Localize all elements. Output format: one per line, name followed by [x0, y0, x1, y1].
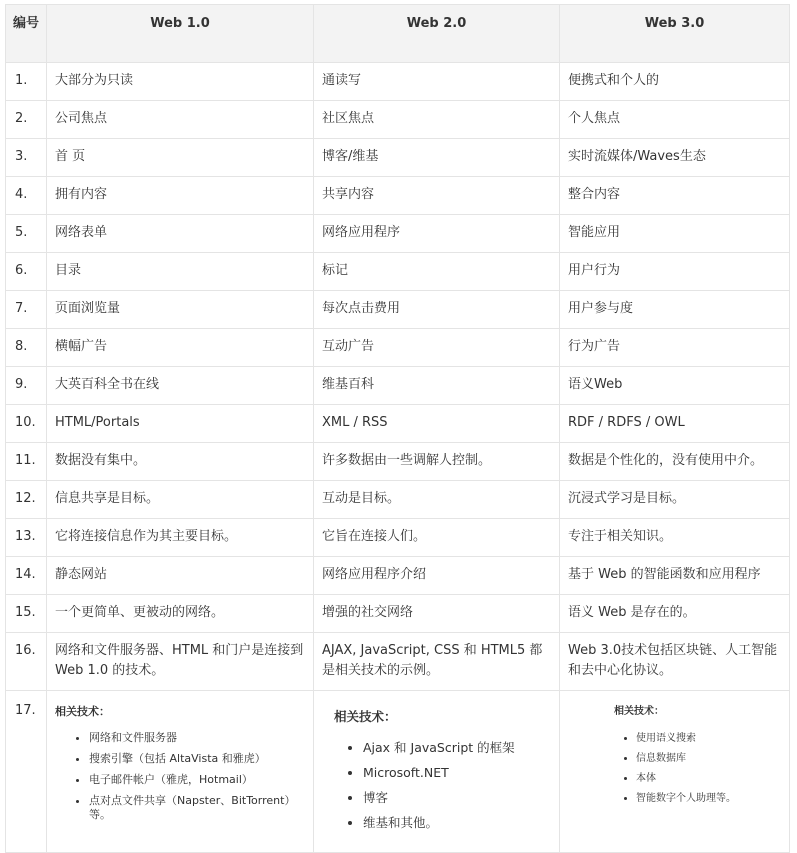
web1-cell: 数据没有集中。 [47, 443, 314, 481]
web3-tech-box [568, 705, 781, 805]
row-number: 3. [6, 139, 47, 177]
table-row [6, 595, 790, 633]
row-number: 9. [6, 367, 47, 405]
table-row [6, 481, 790, 519]
web1-tech-list [55, 731, 305, 822]
web2-cell: 每次点击费用 [314, 291, 560, 329]
web1-tech-box [55, 705, 305, 822]
table-row [6, 557, 790, 595]
table-row [6, 519, 790, 557]
row-number: 2. [6, 101, 47, 139]
list-item: • 网络和文件服务器 [89, 731, 305, 745]
table-row [6, 291, 790, 329]
web2-cell: 社区焦点 [314, 101, 560, 139]
row-number: 5. [6, 215, 47, 253]
web2-cell: 互动是目标。 [314, 481, 560, 519]
web1-cell: 网络表单 [47, 215, 314, 253]
header-web3: Web 3.0 [560, 5, 790, 63]
list-item: • 点对点文件共享（Napster、BitTorrent）等。 [89, 794, 305, 822]
web3-related-tech [560, 691, 790, 853]
web3-tech-title: 相关技术： [614, 706, 664, 717]
row-number: 8. [6, 329, 47, 367]
web2-related-tech [314, 691, 560, 853]
web1-related-tech [47, 691, 314, 853]
header-row [6, 5, 790, 63]
web2-tech-list [322, 740, 551, 831]
web1-cell: HTML/Portals [47, 405, 314, 443]
list-item: • 智能数字个人助理等。 [636, 792, 781, 805]
web3-cell: 整合内容 [560, 177, 790, 215]
web2-cell: 它旨在连接人们。 [314, 519, 560, 557]
list-item: • 信息数据库 [636, 752, 781, 765]
web3-cell: 语义 Web 是存在的。 [560, 595, 790, 633]
web2-cell: 许多数据由一些调解人控制。 [314, 443, 560, 481]
list-item: • 博客 [363, 790, 551, 806]
table-row [6, 405, 790, 443]
web1-cell: 大英百科全书在线 [47, 367, 314, 405]
table-row [6, 329, 790, 367]
web1-cell: 大部分为只读 [47, 63, 314, 101]
web2-cell: 互动广告 [314, 329, 560, 367]
row-number: 14. [6, 557, 47, 595]
web3-tech-list [568, 732, 781, 805]
row-number: 13. [6, 519, 47, 557]
web2-cell: 网络应用程序 [314, 215, 560, 253]
row-number: 1. [6, 63, 47, 101]
table-row [6, 63, 790, 101]
header-web2: Web 2.0 [314, 5, 560, 63]
list-item: • 搜索引擎（包括 AltaVista 和雅虎） [89, 752, 305, 766]
web3-cell: 专注于相关知识。 [560, 519, 790, 557]
header-web1: Web 1.0 [47, 5, 314, 63]
table-row [6, 215, 790, 253]
row-number: 16. [6, 633, 47, 691]
web3-cell: Web 3.0技术包括区块链、人工智能和去中心化协议。 [560, 633, 790, 691]
row-number: 11. [6, 443, 47, 481]
web1-cell: 首 页 [47, 139, 314, 177]
web3-cell: 用户行为 [560, 253, 790, 291]
web3-cell: 用户参与度 [560, 291, 790, 329]
web2-cell: 共享内容 [314, 177, 560, 215]
web1-cell: 它将连接信息作为其主要目标。 [47, 519, 314, 557]
web2-cell: 通读写 [314, 63, 560, 101]
web3-cell: 实时流媒体/Waves生态 [560, 139, 790, 177]
web3-cell: 基于 Web 的智能函数和应用程序 [560, 557, 790, 595]
web3-cell: 便携式和个人的 [560, 63, 790, 101]
web2-tech-title: 相关技术： [334, 709, 397, 724]
list-item: • Ajax 和 JavaScript 的框架 [363, 740, 551, 756]
web-comparison-table [5, 4, 790, 853]
table-row [6, 443, 790, 481]
table-row [6, 633, 790, 691]
web2-cell: 标记 [314, 253, 560, 291]
table-row [6, 367, 790, 405]
table-row [6, 253, 790, 291]
row-number: 4. [6, 177, 47, 215]
list-item: • 本体 [636, 772, 781, 785]
row-number: 15. [6, 595, 47, 633]
web1-cell: 静态网站 [47, 557, 314, 595]
web1-cell: 一个更简单、更被动的网络。 [47, 595, 314, 633]
web3-cell: 语义Web [560, 367, 790, 405]
web3-cell: RDF / RDFS / OWL [560, 405, 790, 443]
web3-cell: 沉浸式学习是目标。 [560, 481, 790, 519]
table-row [6, 101, 790, 139]
web2-cell: 网络应用程序介绍 [314, 557, 560, 595]
table-row-related-tech [6, 691, 790, 853]
list-item: • Microsoft.NET [363, 765, 551, 781]
web1-cell: 网络和文件服务器、HTML 和门户是连接到 Web 1.0 的技术。 [47, 633, 314, 691]
web2-cell: 博客/维基 [314, 139, 560, 177]
web2-cell: 增强的社交网络 [314, 595, 560, 633]
web3-cell: 行为广告 [560, 329, 790, 367]
web1-cell: 信息共享是目标。 [47, 481, 314, 519]
web3-cell: 数据是个性化的，没有使用中介。 [560, 443, 790, 481]
web1-cell: 公司焦点 [47, 101, 314, 139]
web2-cell: AJAX, JavaScript, CSS 和 HTML5 都是相关技术的示例。 [314, 633, 560, 691]
list-item: • 维基和其他。 [363, 815, 551, 831]
web1-cell: 拥有内容 [47, 177, 314, 215]
list-item: • 使用语义搜索 [636, 732, 781, 745]
row-number: 6. [6, 253, 47, 291]
web1-cell: 横幅广告 [47, 329, 314, 367]
web3-cell: 智能应用 [560, 215, 790, 253]
row-number: 17. [6, 691, 47, 853]
row-number: 12. [6, 481, 47, 519]
web2-cell: 维基百科 [314, 367, 560, 405]
web1-cell: 页面浏览量 [47, 291, 314, 329]
web2-tech-box [322, 709, 551, 831]
web3-cell: 个人焦点 [560, 101, 790, 139]
row-number: 10. [6, 405, 47, 443]
table-row [6, 177, 790, 215]
header-number: 编号 [6, 5, 47, 63]
web1-cell: 目录 [47, 253, 314, 291]
web1-tech-title: 相关技术： [55, 705, 110, 718]
list-item: • 电子邮件帐户（雅虎，Hotmail） [89, 773, 305, 787]
table-row [6, 139, 790, 177]
row-number: 7. [6, 291, 47, 329]
web2-cell: XML / RSS [314, 405, 560, 443]
